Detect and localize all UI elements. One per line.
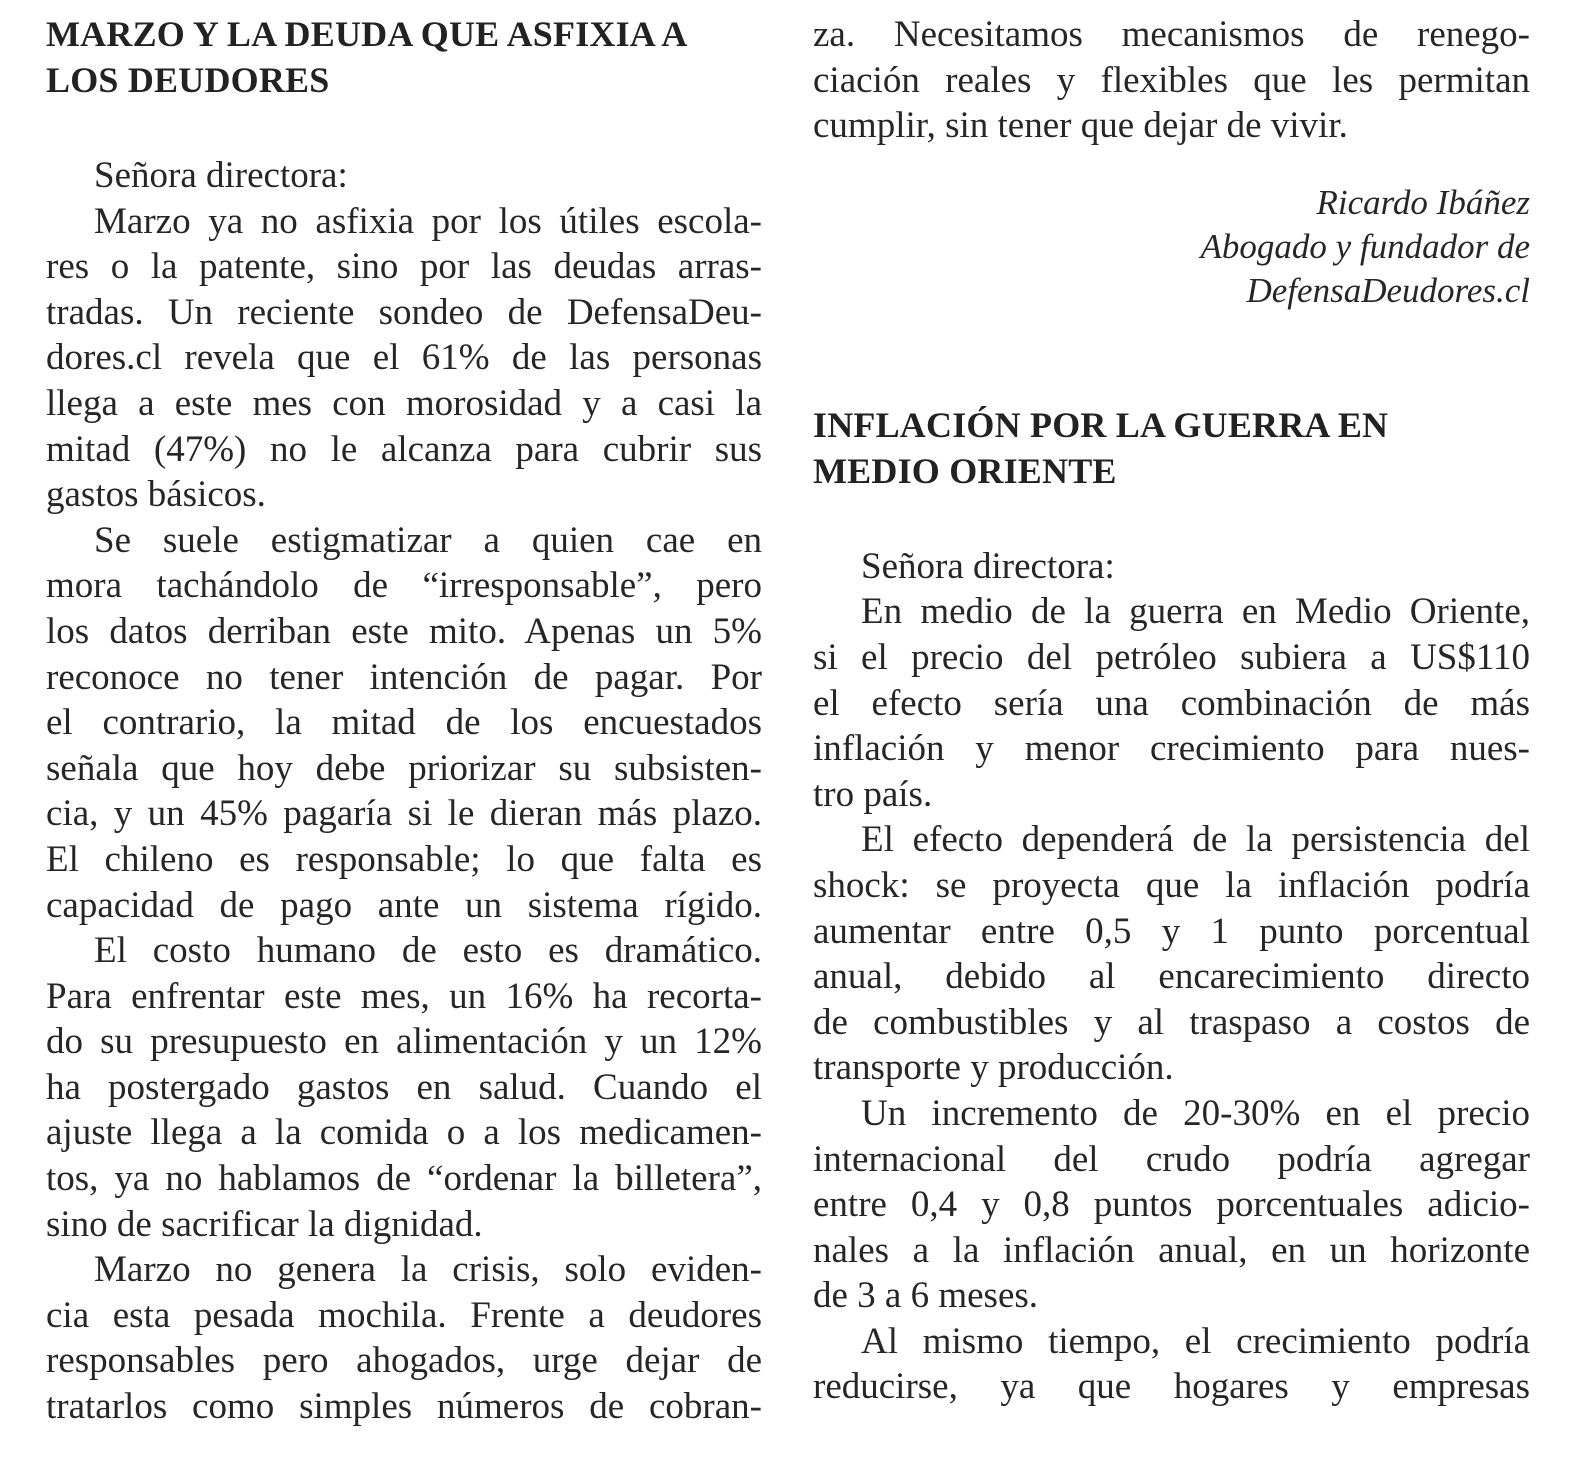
title-line: MEDIO ORIENTE	[813, 450, 1117, 491]
body-line: anual, debido al encarecimiento directo	[813, 956, 1530, 998]
salutation: Señora directora:	[861, 545, 1115, 587]
author-role: Abogado y fundador de	[1200, 226, 1530, 266]
body-line: gastos básicos.	[46, 474, 266, 516]
author-name: Ricardo Ibáñez	[1316, 182, 1530, 222]
letter-1-body	[46, 199, 762, 1430]
body-line: mitad (47%) no le alcanza para cubrir sus	[46, 428, 762, 470]
body-line: mora tachándolo de “irresponsable”, pero	[46, 565, 762, 607]
body-line: responsables pero ahogados, urge dejar de	[46, 1340, 762, 1382]
body-line: Al mismo tiempo, el crecimiento podría	[861, 1320, 1530, 1362]
letter-1-title	[46, 0, 762, 103]
body-line: res o la patente, sino por las deudas arras-	[46, 246, 762, 288]
body-line: Para enfrentar este mes, un 16% ha recorta-	[46, 975, 762, 1017]
letter-2	[813, 402, 1530, 1410]
left-column	[46, 0, 762, 1430]
body-line: inflación y menor crecimiento para nues-	[813, 728, 1530, 770]
body-line: entre 0,4 y 0,8 puntos porcentuales adicio-	[813, 1184, 1530, 1226]
salutation: Señora directora:	[94, 155, 348, 196]
body-line: tro país.	[813, 773, 933, 815]
letter-2-title	[813, 402, 1530, 494]
body-line: el contrario, la mitad de los encuestados	[46, 702, 762, 744]
body-line: do su presupuesto en alimentación y un 12%	[46, 1021, 762, 1063]
body-line: Marzo ya no asfixia por los útiles escola-	[94, 200, 762, 242]
body-line: aumentar entre 0,5 y 1 punto porcentual	[813, 910, 1530, 952]
body-line: ajuste llega a la comida o a los medicamen-	[46, 1112, 762, 1154]
body-line: cia esta pesada mochila. Frente a deudores	[46, 1294, 762, 1336]
body-line: El chileno es responsable; lo que falta es	[46, 838, 762, 880]
body-line: si el precio del petróleo subiera a US$110	[813, 636, 1530, 678]
body-line: reconoce no tener intención de pagar. Por	[46, 656, 762, 698]
letter-1	[46, 0, 762, 1430]
body-line: de 3 a 6 meses.	[813, 1275, 1039, 1317]
body-line: reducirse, ya que hogares y empresas	[813, 1366, 1530, 1408]
body-line: shock: se proyecta que la inflación podría	[813, 864, 1530, 906]
body-line: El costo humano de esto es dramático.	[94, 930, 762, 972]
body-line: internacional del crudo podría agregar	[813, 1138, 1530, 1180]
body-line: el efecto sería una combinación de más	[813, 682, 1530, 724]
title-line: MARZO Y LA DEUDA QUE ASFIXIA A	[46, 14, 688, 54]
body-line: En medio de la guerra en Medio Oriente,	[861, 591, 1530, 633]
body-line: señala que hoy debe priorizar su subsisten-	[46, 747, 762, 789]
title-line: INFLACIÓN POR LA GUERRA EN	[813, 404, 1389, 445]
body-line: El efecto dependerá de la persistencia del	[861, 819, 1530, 861]
body-line: tratarlos como simples números de cobran-	[46, 1386, 762, 1428]
body-line: za. Necesitamos mecanismos de renego-	[813, 14, 1530, 55]
author-role: DefensaDeudores.cl	[1246, 270, 1530, 310]
body-line: capacidad de pago ante un sistema rígido.	[46, 884, 762, 926]
body-line: ciación reales y flexibles que les permitan	[813, 59, 1530, 101]
body-line: transporte y producción.	[813, 1047, 1174, 1089]
letter-1-continuation	[813, 0, 1530, 149]
body-line: de combustibles y al traspaso a costos de	[813, 1001, 1530, 1043]
title-line: LOS DEUDORES	[46, 60, 330, 100]
body-line: cia, y un 45% pagaría si le dieran más plazo.	[46, 793, 762, 835]
body-line: dores.cl revela que el 61% de las personas	[46, 337, 762, 379]
body-line: tradas. Un reciente sondeo de DefensaDeu-	[46, 291, 762, 333]
letter-2-body	[813, 589, 1530, 1410]
body-line: los datos derriban este mito. Apenas un 5%	[46, 610, 762, 652]
body-line: Un incremento de 20-30% en el precio	[861, 1092, 1530, 1134]
body-line: Marzo no genera la crisis, solo eviden-	[94, 1249, 762, 1291]
body-line: Se suele estigmatizar a quien cae en	[94, 519, 762, 561]
body-line: nales a la inflación anual, en un horizonte	[813, 1229, 1530, 1271]
body-line: cumplir, sin tener que dejar de vivir.	[813, 105, 1348, 147]
letter-1-signature	[813, 181, 1530, 313]
body-line: llega a este mes con morosidad y a casi la	[46, 382, 762, 424]
body-line: sino de sacrificar la dignidad.	[46, 1203, 483, 1245]
body-line: ha postergado gastos en salud. Cuando el	[46, 1066, 762, 1108]
right-column	[813, 0, 1530, 1410]
body-line: tos, ya no hablamos de “ordenar la billetera”,	[46, 1158, 762, 1200]
